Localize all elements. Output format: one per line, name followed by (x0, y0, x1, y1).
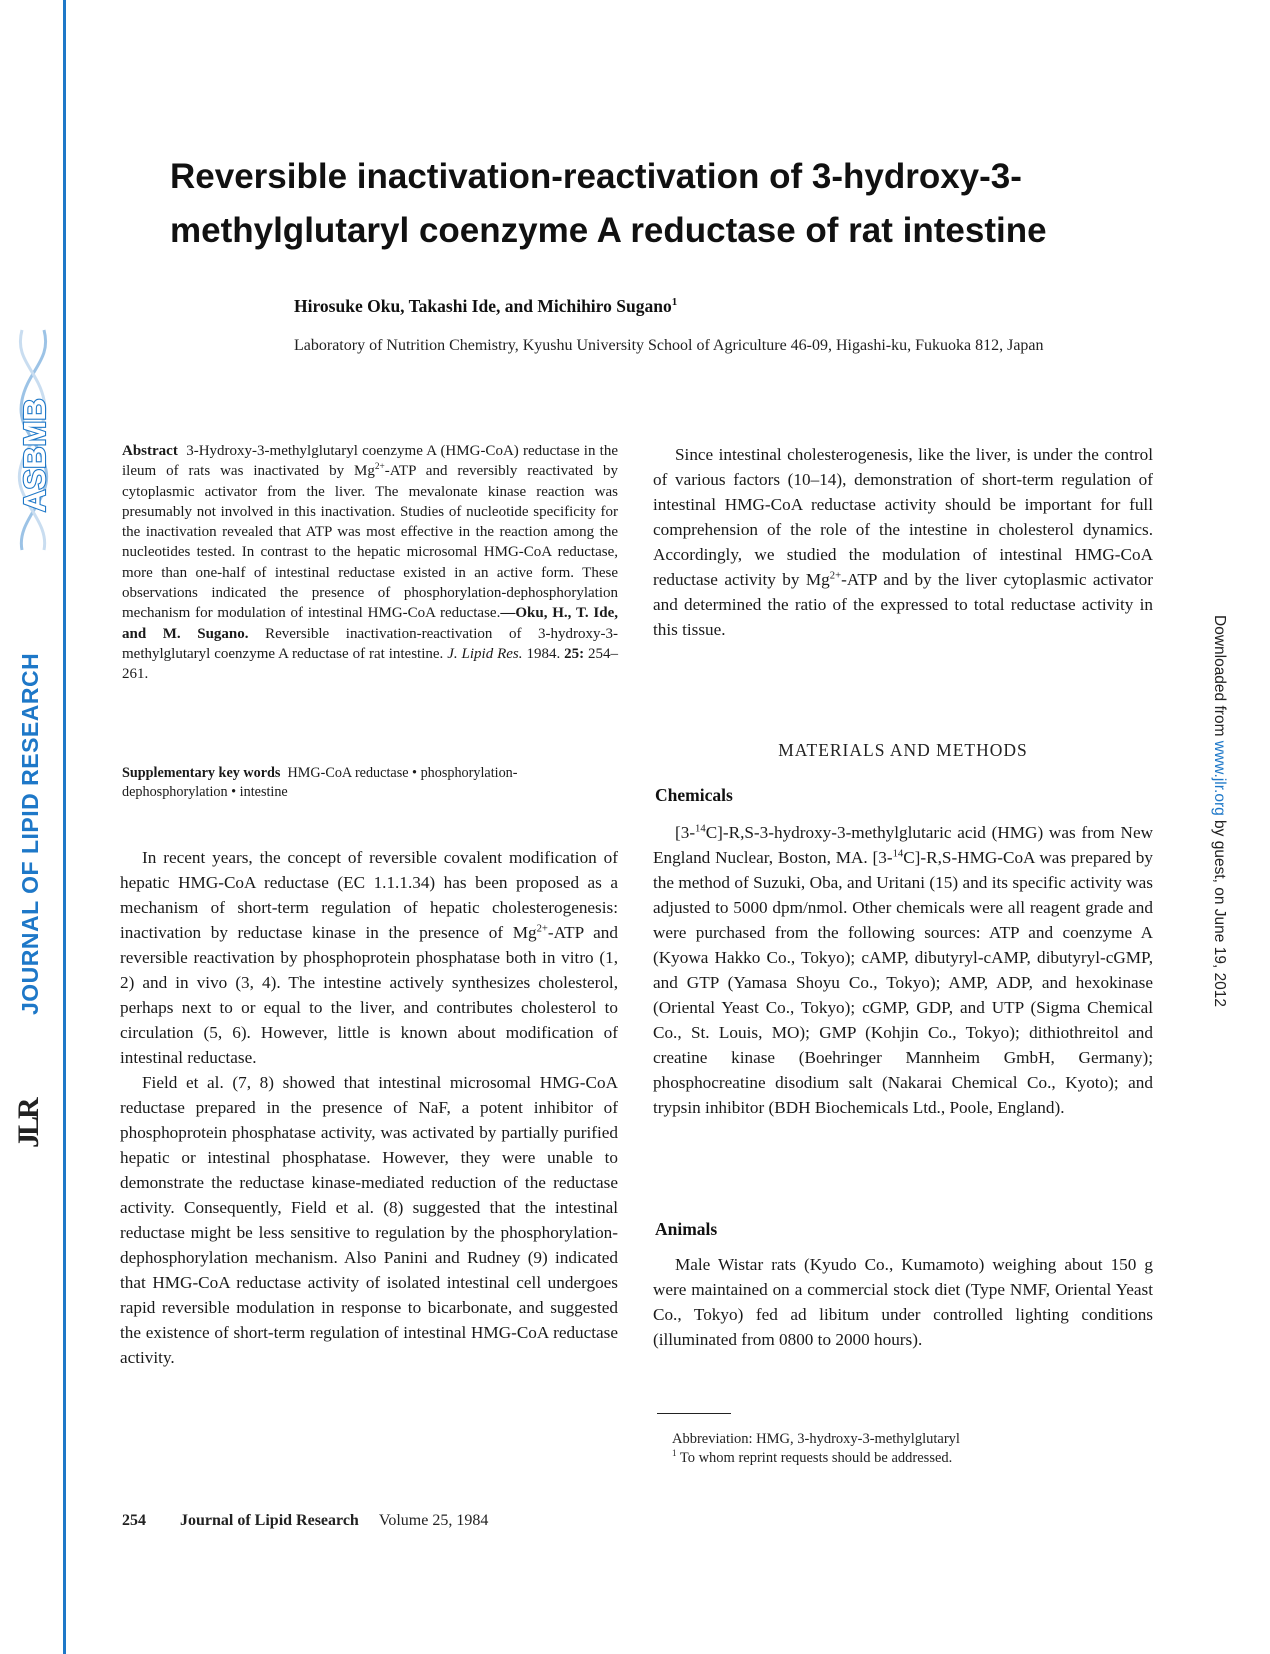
key-words-label: Supplementary key words (122, 765, 281, 781)
citation-year: 1984. (522, 645, 565, 662)
page-number: 254 (122, 1512, 146, 1529)
article-title: Reversible inactivation-reactivation of 3-hydroxy-3-methylglutaryl coenzyme A reductase of rat intestine (170, 157, 1047, 250)
citation-volume: 25: (564, 645, 585, 662)
animals-heading: Animals (655, 1219, 718, 1239)
citation-pages: 254–261. (122, 645, 619, 683)
citation-authors: —Oku, H., T. Ide, and M. Sugano. (122, 605, 618, 642)
download-notice (1210, 615, 1228, 1007)
intro-paragraph-3 (653, 442, 1153, 642)
asbmb-logo-text: ASBMB (17, 398, 52, 512)
jlr-website-link[interactable]: www.jlr.org (1211, 740, 1228, 816)
author-list (294, 296, 677, 317)
download-prefix: Downloaded from (1211, 615, 1228, 741)
chem-superscript-1: 14 (695, 823, 706, 835)
intro-p3-text-a: Since intestinal cholesterogenesis, like the liver, is under the control of various factors (10–14), demonstration of short-term regulation of intestinal HMG-CoA reductase activity should be important for full comprehension of the role of the intestine in cholesterol dynamics. Accordingly, we studied the modulation of intestinal HMG-CoA reductase activity by Mg (653, 445, 1153, 589)
intro-p1-superscript: 2+ (536, 923, 548, 935)
citation-title: Reversible inactivation-reactivation of 3-hydroxy-3-methylglutaryl coenzyme A reductase of rat intestine. (122, 625, 618, 662)
footer-volume: Volume 25, 1984 (378, 1512, 489, 1529)
chem-text-a: [3- (675, 823, 696, 842)
intro-p3-text-b: -ATP and by the liver cytoplasmic activator and determined the ratio of the expressed to total reductase activity in this tissue. (653, 570, 1153, 639)
abstract-text-2: -ATP and reversibly reactivated by cytoplasmic activator from the liver. The mevalonate kinase reaction was presumably not involved in this inactivation. Studies of nucleotide specificity for the inactivation revealed that ATP was most effective in the reaction among the nucleotides tested. In contrast to the hepatic microsomal HMG-CoA reductase, more than one-half of intestinal reductase existed in an active form. These observations indicated the presence of phosphorylation-dephosphorylation mechanism for modulation of intestinal HMG-CoA reductase. (122, 463, 618, 622)
chemicals-section (653, 820, 1153, 1120)
intro-p3-superscript: 2+ (829, 570, 842, 582)
citation-journal: J. Lipid Res. (447, 645, 523, 662)
reprint-footnote-mark: 1 (672, 1448, 677, 1459)
animals-section (653, 1252, 1153, 1352)
abstract-superscript: 2+ (374, 462, 385, 473)
chem-superscript-2: 14 (892, 848, 904, 860)
asbmb-logo (8, 320, 58, 560)
animals-paragraph: Male Wistar rats (Kyudo Co., Kumamoto) weighing about 150 g were maintained on a commercial stock diet (Type NMF, Oriental Yeast Co., Tokyo) fed ad libitum under controlled lighting conditions (illuminated from 0800 to 2000 hours). (653, 1255, 1153, 1349)
reprint-footnote-text: To whom reprint requests should be addressed. (676, 1450, 953, 1466)
abbreviation-footnote: Abbreviation: HMG, 3-hydroxy-3-methylglutaryl (672, 1431, 960, 1447)
footnote-divider (657, 1413, 731, 1414)
intro-paragraph-1 (120, 845, 618, 1070)
page-footer (122, 1512, 488, 1530)
author-footnote-mark: 1 (671, 296, 678, 309)
methods-heading: MATERIALS AND METHODS (778, 740, 1028, 760)
chem-text-c: C]-R,S-HMG-CoA was prepared by the method of Suzuki, Oba, and Uritani (15) and its specific activity was adjusted to 5000 dpm/nmol. Other chemicals were all reagent grade and were purchased from the following sources: ATP and coenzyme A (Kyowa Hakko Co., Tokyo); cAMP, dibutyryl-cAMP, dibutyryl-cGMP, and GTP (Yamasa Shoyu Co., Tokyo); AMP, ADP, and hexokinase (Oriental Yeast Co., Tokyo); cGMP, GDP, and UTP (Sigma Chemical Co., St. Louis, MO); GMP (Kohjin Co., Tokyo); dithiothreitol and creatine kinase (Boehringer Mannheim GmbH, Germany); phosphocreatine disodium salt (Nakarai Chemical Co., Kyoto); and trypsin inhibitor (BDH Biochemicals Ltd., Poole, England). (653, 848, 1153, 1117)
key-words (122, 764, 618, 802)
abstract (122, 441, 618, 685)
author-affiliation: Laboratory of Nutrition Chemistry, Kyushu University School of Agriculture 46-09, Higashi-ku, Fukuoka 812, Japan (294, 337, 1044, 354)
introduction-left-column (120, 845, 618, 1370)
chemicals-heading: Chemicals (655, 785, 733, 805)
key-words-text: HMG-CoA reductase • phosphorylation-dephosphorylation • intestine (122, 765, 518, 800)
intro-p1-text-b: -ATP and reversible reactivation by phosphoprotein phosphatase both in vitro (1, 2) and in vivo (3, 4). The intestine actively synthesizes cholesterol, perhaps next to or equal to the liver, and contributes cholesterol to circulation (5, 6). However, little is known about modification of intestinal reductase. (120, 923, 618, 1067)
intro-p1-text-a: In recent years, the concept of reversible covalent modification of hepatic HMG-CoA reductase (EC 1.1.1.34) has been proposed as a mechanism of short-term regulation of hepatic cholesterogenesis: inactivation by reductase kinase in the presence of Mg (120, 848, 618, 942)
chemicals-paragraph (653, 820, 1153, 1120)
author-names: Hirosuke Oku, Takashi Ide, and Michihiro Sugano (294, 296, 672, 316)
chem-text-b: C]-R,S-3-hydroxy-3-methylglutaric acid (HMG) was from New England Nuclear, Boston, MA. [3- (653, 823, 1153, 867)
intro-paragraph-2: Field et al. (7, 8) showed that intestinal microsomal HMG-CoA reductase prepared in the presence of NaF, a potent inhibitor of phosphoprotein phosphatase activity, was activated by partially purified hepatic or intestinal phosphatase. However, they were unable to demonstrate the reductase kinase-mediated reduction of the reductase activity. Consequently, Field et al. (8) suggested that the intestinal reductase might be less sensitive to regulation by the phosphorylation-dephosphorylation mechanism. Also Panini and Rudney (9) indicated that HMG-CoA reductase activity of isolated intestinal cell undergoes rapid reversible modulation in response to bicarbonate, and suggested the existence of short-term regulation of intestinal HMG-CoA reductase activity. (120, 1073, 618, 1367)
download-suffix: by guest, on June 19, 2012 (1211, 815, 1228, 1008)
footnotes (672, 1430, 1152, 1468)
journal-vertical-title: JOURNAL OF LIPID RESEARCH (17, 652, 43, 1015)
abstract-text-1: 3-Hydroxy-3-methylglutaryl coenzyme A (HMG-CoA) reductase in the ileum of rats was inactivated by Mg (122, 443, 618, 480)
footer-journal-name: Journal of Lipid Research (180, 1512, 359, 1529)
reprint-footnote (672, 1449, 1152, 1468)
introduction-right-column (653, 442, 1153, 642)
jlr-logo: JLR (12, 1100, 45, 1148)
blue-margin-rule (63, 0, 66, 1654)
abstract-label: Abstract (122, 443, 178, 459)
